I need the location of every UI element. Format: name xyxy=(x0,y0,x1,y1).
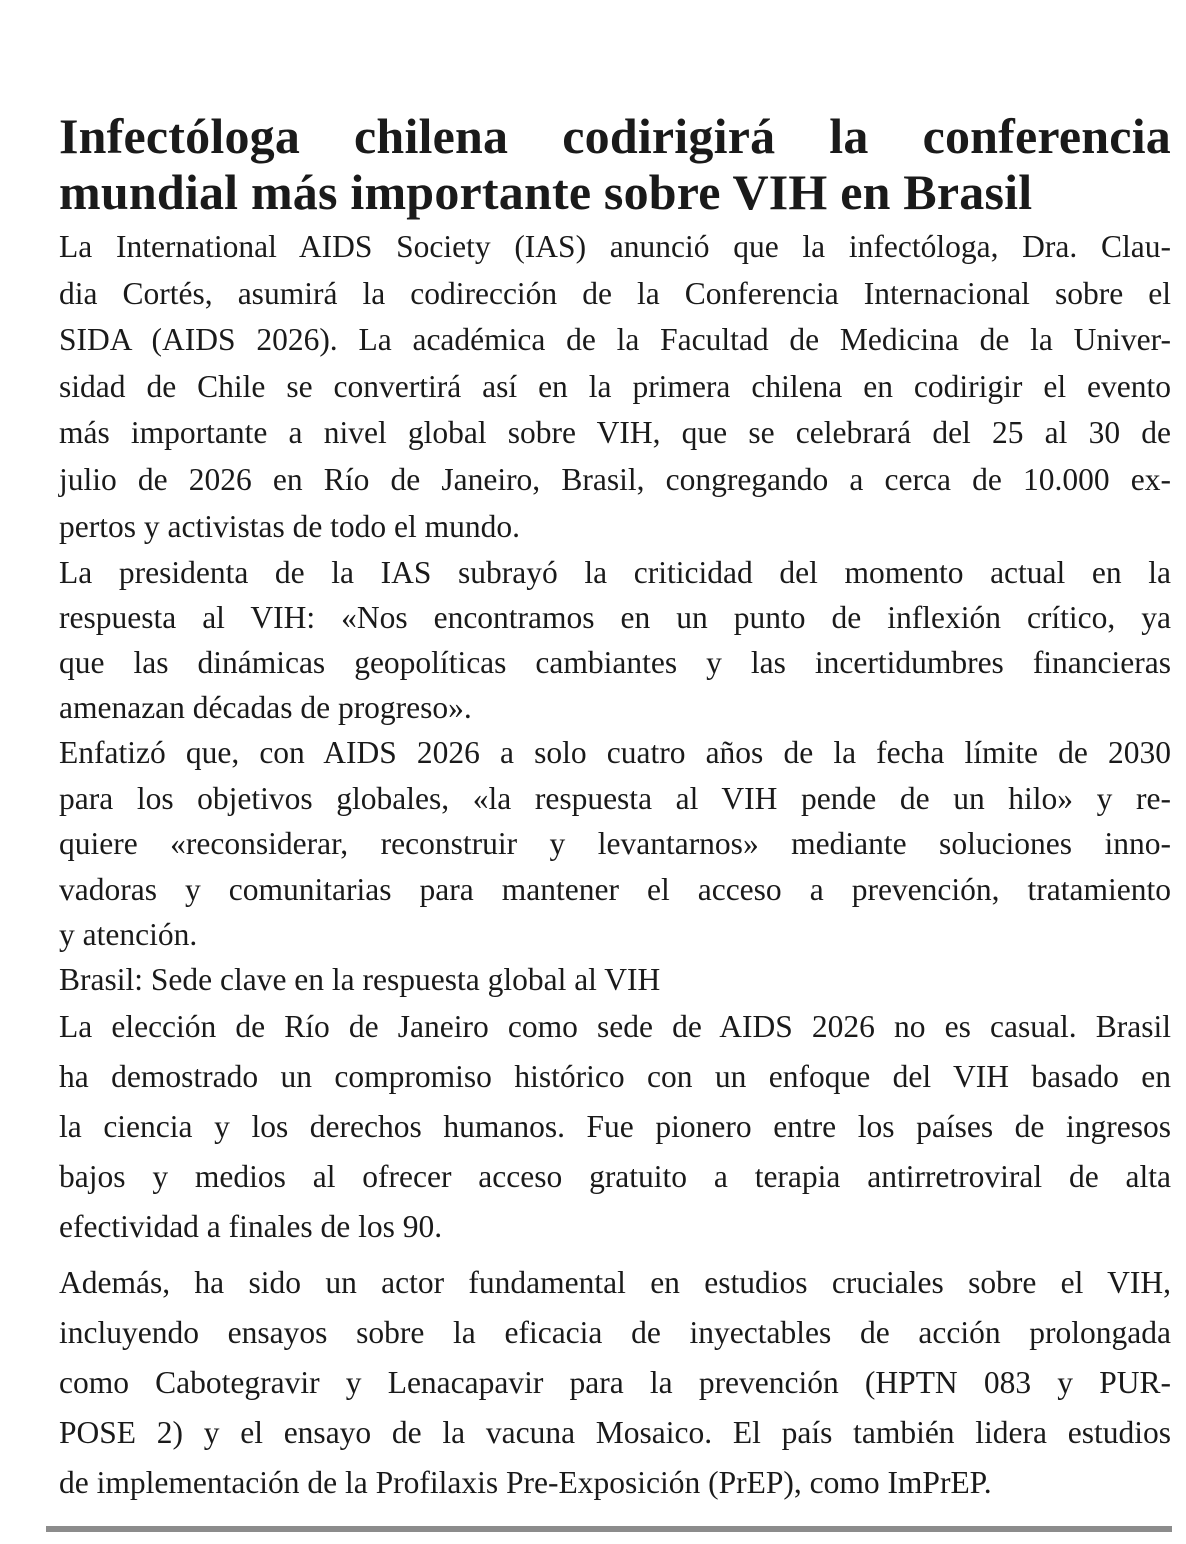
text-line: como Cabotegravir y Lenacapavir para la prevención (HPTN 083 y PUR- xyxy=(59,1364,1171,1400)
text-line: POSE 2) y el ensayo de la vacuna Mosaico. El país también lidera estudios xyxy=(59,1414,1171,1450)
text-line: La presidenta de la IAS subrayó la criticidad del momento actual en la xyxy=(59,555,1171,591)
paragraph-brazil-history xyxy=(59,1002,1171,1252)
text-line: que las dinámicas geopolíticas cambiantes y las incertidumbres financieras xyxy=(59,645,1171,681)
text-line: SIDA (AIDS 2026). La académica de la Facultad de Medicina de la Univer- xyxy=(59,322,1171,358)
text-line: ha demostrado un compromiso histórico con un enfoque del VIH basado en xyxy=(59,1058,1171,1094)
text-line: incluyendo ensayos sobre la eficacia de inyectables de acción prolongada xyxy=(59,1314,1171,1350)
text-line: y atención. xyxy=(59,917,198,953)
text-line: dia Cortés, asumirá la codirección de la Conferencia Internacional sobre el xyxy=(59,275,1171,311)
headline-line: mundial más importante sobre VIH en Brasil xyxy=(59,164,1033,220)
text-line: respuesta al VIH: «Nos encontramos en un punto de inflexión crítico, ya xyxy=(59,600,1171,636)
text-line: de implementación de la Profilaxis Pre-Exposición (PrEP), como ImPrEP. xyxy=(59,1464,992,1500)
news-article xyxy=(59,108,1171,1508)
article-headline xyxy=(59,108,1171,220)
headline-line: Infectóloga chilena codirigirá la conferencia xyxy=(59,108,1171,164)
section-subheading: Brasil: Sede clave en la respuesta global al VIH xyxy=(59,961,661,997)
text-line: La elección de Río de Janeiro como sede de AIDS 2026 no es casual. Brasil xyxy=(59,1008,1171,1044)
bottom-divider xyxy=(46,1526,1172,1532)
paragraph-president-quote xyxy=(59,550,1171,730)
text-line: más importante a nivel global sobre VIH, que se celebrará del 25 al 30 de xyxy=(59,415,1171,451)
text-line: para los objetivos globales, «la respuesta al VIH pende de un hilo» y re- xyxy=(59,780,1171,816)
paragraph-brazil-studies xyxy=(59,1258,1171,1508)
text-line: quiere «reconsiderar, reconstruir y levantarnos» mediante soluciones inno- xyxy=(59,826,1171,862)
paragraph-announcement xyxy=(59,224,1171,550)
text-line: efectividad a finales de los 90. xyxy=(59,1208,443,1244)
text-line: pertos y activistas de todo el mundo. xyxy=(59,508,521,544)
text-line: julio de 2026 en Río de Janeiro, Brasil, congregando a cerca de 10.000 ex- xyxy=(59,461,1171,497)
paragraph-emphasis xyxy=(59,730,1171,958)
text-line: La International AIDS Society (IAS) anunció que la infectóloga, Dra. Clau- xyxy=(59,229,1171,264)
text-line: vadoras y comunitarias para mantener el acceso a prevención, tratamiento xyxy=(59,871,1171,907)
article-body xyxy=(59,224,1171,1508)
text-line: amenazan décadas de progreso». xyxy=(59,690,472,726)
text-line: la ciencia y los derechos humanos. Fue pionero entre los países de ingresos xyxy=(59,1108,1171,1144)
text-line: sidad de Chile se convertirá así en la primera chilena en codirigir el evento xyxy=(59,368,1171,404)
text-line: Enfatizó que, con AIDS 2026 a solo cuatro años de la fecha límite de 2030 xyxy=(59,735,1171,771)
text-line: bajos y medios al ofrecer acceso gratuito a terapia antirretroviral de alta xyxy=(59,1158,1171,1194)
text-line: Además, ha sido un actor fundamental en estudios cruciales sobre el VIH, xyxy=(59,1264,1171,1300)
